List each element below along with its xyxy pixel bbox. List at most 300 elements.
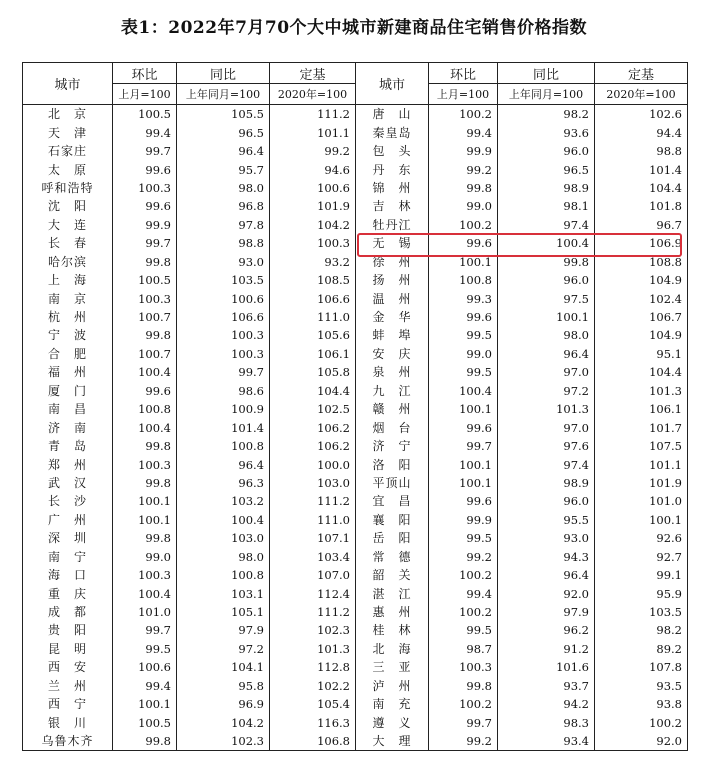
- yoy-value-cell: 104.1: [177, 658, 270, 676]
- city-cell: 沈 阳: [23, 197, 113, 215]
- mom-value-cell: 99.2: [429, 732, 498, 751]
- yoy-value-cell: 96.4: [177, 142, 270, 160]
- city-cell: 长 春: [23, 234, 113, 252]
- city-cell: 天 津: [23, 123, 113, 141]
- mom-value-cell: 99.9: [113, 216, 177, 234]
- table-row: [23, 123, 688, 141]
- mom-value-cell: 99.5: [113, 640, 177, 658]
- table-row: [23, 289, 688, 307]
- subheader-base-right: 2020年=100: [595, 84, 688, 105]
- yoy-value-cell: 97.2: [177, 640, 270, 658]
- city-cell: 乌鲁木齐: [23, 732, 113, 751]
- yoy-value-cell: 100.3: [177, 326, 270, 344]
- city-cell: 安 庆: [356, 345, 429, 363]
- mom-value-cell: 99.6: [113, 382, 177, 400]
- header-base-right: 定基: [595, 63, 688, 84]
- yoy-value-cell: 93.4: [498, 732, 595, 751]
- city-cell: 洛 阳: [356, 455, 429, 473]
- yoy-value-cell: 97.6: [498, 437, 595, 455]
- city-cell: 泸 州: [356, 677, 429, 695]
- mom-value-cell: 99.8: [429, 677, 498, 695]
- base-value-cell: 103.5: [595, 603, 688, 621]
- base-value-cell: 101.7: [595, 418, 688, 436]
- mom-value-cell: 99.5: [429, 363, 498, 381]
- base-value-cell: 101.1: [270, 123, 356, 141]
- city-cell: 呼和浩特: [23, 179, 113, 197]
- table-row: [23, 363, 688, 381]
- yoy-value-cell: 96.2: [498, 621, 595, 639]
- mom-value-cell: 100.2: [429, 695, 498, 713]
- yoy-value-cell: 98.9: [498, 474, 595, 492]
- base-value-cell: 94.4: [595, 123, 688, 141]
- mom-value-cell: 99.8: [113, 732, 177, 751]
- yoy-value-cell: 96.4: [177, 455, 270, 473]
- yoy-value-cell: 100.1: [498, 308, 595, 326]
- mom-value-cell: 99.4: [429, 123, 498, 141]
- mom-value-cell: 99.9: [429, 142, 498, 160]
- mom-value-cell: 100.1: [429, 474, 498, 492]
- table-row: [23, 677, 688, 695]
- table-row: [23, 455, 688, 473]
- base-value-cell: 105.4: [270, 695, 356, 713]
- table-row: [23, 160, 688, 178]
- mom-value-cell: 99.6: [113, 160, 177, 178]
- city-cell: 大 连: [23, 216, 113, 234]
- mom-value-cell: 99.8: [113, 474, 177, 492]
- yoy-value-cell: 99.8: [498, 253, 595, 271]
- base-value-cell: 101.4: [595, 160, 688, 178]
- table-row: [23, 382, 688, 400]
- city-cell: 牡丹江: [356, 216, 429, 234]
- mom-value-cell: 99.7: [429, 437, 498, 455]
- city-cell: 遵 义: [356, 713, 429, 731]
- yoy-value-cell: 103.2: [177, 492, 270, 510]
- yoy-value-cell: 97.4: [498, 455, 595, 473]
- yoy-value-cell: 96.0: [498, 142, 595, 160]
- base-value-cell: 92.7: [595, 548, 688, 566]
- mom-value-cell: 99.7: [113, 142, 177, 160]
- city-cell: 海 口: [23, 566, 113, 584]
- base-value-cell: 106.1: [270, 345, 356, 363]
- mom-value-cell: 100.4: [113, 418, 177, 436]
- base-value-cell: 93.5: [595, 677, 688, 695]
- base-value-cell: 111.0: [270, 511, 356, 529]
- header-mom-left: 环比: [113, 63, 177, 84]
- header-city-right: 城市: [356, 63, 429, 105]
- mom-value-cell: 100.1: [429, 253, 498, 271]
- city-cell: 温 州: [356, 289, 429, 307]
- mom-value-cell: 100.3: [113, 289, 177, 307]
- city-cell: 三 亚: [356, 658, 429, 676]
- yoy-value-cell: 96.4: [498, 566, 595, 584]
- base-value-cell: 92.0: [595, 732, 688, 751]
- yoy-value-cell: 96.4: [498, 345, 595, 363]
- base-value-cell: 101.3: [595, 382, 688, 400]
- city-cell: 兰 州: [23, 677, 113, 695]
- table-row: [23, 695, 688, 713]
- yoy-value-cell: 96.5: [498, 160, 595, 178]
- base-value-cell: 112.4: [270, 584, 356, 602]
- yoy-value-cell: 98.8: [177, 234, 270, 252]
- mom-value-cell: 100.1: [113, 492, 177, 510]
- city-cell: 贵 阳: [23, 621, 113, 639]
- base-value-cell: 101.8: [595, 197, 688, 215]
- yoy-value-cell: 101.4: [177, 418, 270, 436]
- yoy-value-cell: 93.6: [498, 123, 595, 141]
- mom-value-cell: 100.6: [113, 658, 177, 676]
- base-value-cell: 104.4: [270, 382, 356, 400]
- subheader-mom-left: 上月=100: [113, 84, 177, 105]
- table-row: [23, 179, 688, 197]
- city-cell: 厦 门: [23, 382, 113, 400]
- mom-value-cell: 100.7: [113, 308, 177, 326]
- mom-value-cell: 99.6: [113, 197, 177, 215]
- city-cell: 宜 昌: [356, 492, 429, 510]
- city-cell: 襄 阳: [356, 511, 429, 529]
- yoy-value-cell: 98.2: [498, 105, 595, 124]
- table-row: [23, 216, 688, 234]
- base-value-cell: 94.6: [270, 160, 356, 178]
- city-cell: 唐 山: [356, 105, 429, 124]
- city-cell: 重 庆: [23, 584, 113, 602]
- city-cell: 无 锡: [356, 234, 429, 252]
- city-cell: 广 州: [23, 511, 113, 529]
- yoy-value-cell: 98.6: [177, 382, 270, 400]
- yoy-value-cell: 106.6: [177, 308, 270, 326]
- mom-value-cell: 99.5: [429, 529, 498, 547]
- table-row: [23, 603, 688, 621]
- city-cell: 西 宁: [23, 695, 113, 713]
- city-cell: 西 安: [23, 658, 113, 676]
- table-row: [23, 418, 688, 436]
- yoy-value-cell: 94.3: [498, 548, 595, 566]
- mom-value-cell: 99.8: [113, 437, 177, 455]
- city-cell: 烟 台: [356, 418, 429, 436]
- yoy-value-cell: 105.5: [177, 105, 270, 124]
- yoy-value-cell: 94.2: [498, 695, 595, 713]
- table-row: [23, 548, 688, 566]
- base-value-cell: 108.5: [270, 271, 356, 289]
- city-cell: 北 海: [356, 640, 429, 658]
- price-index-table: [22, 62, 688, 751]
- city-cell: 上 海: [23, 271, 113, 289]
- base-value-cell: 102.2: [270, 677, 356, 695]
- base-value-cell: 99.2: [270, 142, 356, 160]
- mom-value-cell: 100.3: [113, 179, 177, 197]
- yoy-value-cell: 97.9: [177, 621, 270, 639]
- subheader-base-left: 2020年=100: [270, 84, 356, 105]
- table-row: [23, 142, 688, 160]
- yoy-value-cell: 97.0: [498, 363, 595, 381]
- city-cell: 秦皇岛: [356, 123, 429, 141]
- mom-value-cell: 100.3: [429, 658, 498, 676]
- city-cell: 深 圳: [23, 529, 113, 547]
- mom-value-cell: 100.1: [113, 511, 177, 529]
- mom-value-cell: 100.5: [113, 713, 177, 731]
- mom-value-cell: 99.7: [429, 713, 498, 731]
- base-value-cell: 111.2: [270, 603, 356, 621]
- table-body: [23, 105, 688, 751]
- base-value-cell: 102.5: [270, 400, 356, 418]
- yoy-value-cell: 100.4: [498, 234, 595, 252]
- mom-value-cell: 99.8: [429, 179, 498, 197]
- city-cell: 常 德: [356, 548, 429, 566]
- table-row: [23, 529, 688, 547]
- city-cell: 锦 州: [356, 179, 429, 197]
- mom-value-cell: 100.1: [113, 695, 177, 713]
- yoy-value-cell: 98.0: [177, 179, 270, 197]
- mom-value-cell: 100.5: [113, 271, 177, 289]
- header-city-left: 城市: [23, 63, 113, 105]
- base-value-cell: 101.9: [595, 474, 688, 492]
- yoy-value-cell: 98.9: [498, 179, 595, 197]
- table-row: [23, 492, 688, 510]
- mom-value-cell: 100.2: [429, 216, 498, 234]
- base-value-cell: 100.2: [595, 713, 688, 731]
- base-value-cell: 102.3: [270, 621, 356, 639]
- base-value-cell: 100.6: [270, 179, 356, 197]
- base-value-cell: 107.0: [270, 566, 356, 584]
- header-yoy-left: 同比: [177, 63, 270, 84]
- header-mom-right: 环比: [429, 63, 498, 84]
- base-value-cell: 101.3: [270, 640, 356, 658]
- mom-value-cell: 99.4: [113, 123, 177, 141]
- subheader-yoy-right: 上年同月=100: [498, 84, 595, 105]
- yoy-value-cell: 98.0: [177, 548, 270, 566]
- city-cell: 宁 波: [23, 326, 113, 344]
- base-value-cell: 111.2: [270, 105, 356, 124]
- yoy-value-cell: 93.0: [177, 253, 270, 271]
- base-value-cell: 93.2: [270, 253, 356, 271]
- yoy-value-cell: 97.4: [498, 216, 595, 234]
- base-value-cell: 101.1: [595, 455, 688, 473]
- mom-value-cell: 99.8: [113, 253, 177, 271]
- table-row: [23, 566, 688, 584]
- yoy-value-cell: 101.3: [498, 400, 595, 418]
- mom-value-cell: 99.2: [429, 160, 498, 178]
- subheader-mom-right: 上月=100: [429, 84, 498, 105]
- base-value-cell: 108.8: [595, 253, 688, 271]
- yoy-value-cell: 100.8: [177, 437, 270, 455]
- city-cell: 包 头: [356, 142, 429, 160]
- city-cell: 九 江: [356, 382, 429, 400]
- base-value-cell: 104.4: [595, 363, 688, 381]
- yoy-value-cell: 93.7: [498, 677, 595, 695]
- city-cell: 丹 东: [356, 160, 429, 178]
- yoy-value-cell: 96.9: [177, 695, 270, 713]
- base-value-cell: 116.3: [270, 713, 356, 731]
- mom-value-cell: 100.2: [429, 566, 498, 584]
- base-value-cell: 107.1: [270, 529, 356, 547]
- mom-value-cell: 99.7: [113, 621, 177, 639]
- mom-value-cell: 100.3: [113, 566, 177, 584]
- header-yoy-right: 同比: [498, 63, 595, 84]
- city-cell: 韶 关: [356, 566, 429, 584]
- yoy-value-cell: 95.5: [498, 511, 595, 529]
- base-value-cell: 99.1: [595, 566, 688, 584]
- city-cell: 惠 州: [356, 603, 429, 621]
- base-value-cell: 111.2: [270, 492, 356, 510]
- city-cell: 昆 明: [23, 640, 113, 658]
- mom-value-cell: 100.5: [113, 105, 177, 124]
- base-value-cell: 112.8: [270, 658, 356, 676]
- city-cell: 石家庄: [23, 142, 113, 160]
- table-row: [23, 437, 688, 455]
- yoy-value-cell: 95.8: [177, 677, 270, 695]
- base-value-cell: 105.6: [270, 326, 356, 344]
- base-value-cell: 105.8: [270, 363, 356, 381]
- base-value-cell: 102.6: [595, 105, 688, 124]
- base-value-cell: 104.2: [270, 216, 356, 234]
- yoy-value-cell: 95.7: [177, 160, 270, 178]
- yoy-value-cell: 99.7: [177, 363, 270, 381]
- mom-value-cell: 99.8: [113, 326, 177, 344]
- table-row: [23, 271, 688, 289]
- yoy-value-cell: 100.9: [177, 400, 270, 418]
- city-cell: 桂 林: [356, 621, 429, 639]
- city-cell: 北 京: [23, 105, 113, 124]
- table-row: [23, 640, 688, 658]
- yoy-value-cell: 92.0: [498, 584, 595, 602]
- yoy-value-cell: 104.2: [177, 713, 270, 731]
- yoy-value-cell: 97.8: [177, 216, 270, 234]
- table-row: [23, 326, 688, 344]
- yoy-value-cell: 100.4: [177, 511, 270, 529]
- base-value-cell: 111.0: [270, 308, 356, 326]
- yoy-value-cell: 91.2: [498, 640, 595, 658]
- base-value-cell: 101.9: [270, 197, 356, 215]
- base-value-cell: 101.0: [595, 492, 688, 510]
- city-cell: 南 京: [23, 289, 113, 307]
- yoy-value-cell: 97.9: [498, 603, 595, 621]
- base-value-cell: 98.8: [595, 142, 688, 160]
- base-value-cell: 106.2: [270, 437, 356, 455]
- city-cell: 哈尔滨: [23, 253, 113, 271]
- base-value-cell: 107.5: [595, 437, 688, 455]
- table-row: [23, 308, 688, 326]
- city-cell: 南 昌: [23, 400, 113, 418]
- mom-value-cell: 100.1: [429, 455, 498, 473]
- yoy-value-cell: 101.6: [498, 658, 595, 676]
- page-title: 表1：2022年7月70个大中城市新建商品住宅销售价格指数: [120, 18, 588, 38]
- city-cell: 吉 林: [356, 197, 429, 215]
- mom-value-cell: 101.0: [113, 603, 177, 621]
- table-row: [23, 621, 688, 639]
- city-cell: 银 川: [23, 713, 113, 731]
- mom-value-cell: 99.5: [429, 621, 498, 639]
- base-value-cell: 106.2: [270, 418, 356, 436]
- base-value-cell: 95.9: [595, 584, 688, 602]
- mom-value-cell: 100.8: [113, 400, 177, 418]
- city-cell: 大 理: [356, 732, 429, 751]
- city-cell: 岳 阳: [356, 529, 429, 547]
- table-row: [23, 474, 688, 492]
- mom-value-cell: 100.4: [113, 363, 177, 381]
- city-cell: 湛 江: [356, 584, 429, 602]
- table-row: [23, 400, 688, 418]
- base-value-cell: 98.2: [595, 621, 688, 639]
- base-value-cell: 102.4: [595, 289, 688, 307]
- city-cell: 福 州: [23, 363, 113, 381]
- yoy-value-cell: 96.5: [177, 123, 270, 141]
- yoy-value-cell: 98.0: [498, 326, 595, 344]
- city-cell: 太 原: [23, 160, 113, 178]
- mom-value-cell: 100.4: [429, 382, 498, 400]
- base-value-cell: 100.1: [595, 511, 688, 529]
- table-row: [23, 584, 688, 602]
- city-cell: 青 岛: [23, 437, 113, 455]
- yoy-value-cell: 98.3: [498, 713, 595, 731]
- base-value-cell: 106.7: [595, 308, 688, 326]
- mom-value-cell: 99.4: [113, 677, 177, 695]
- base-value-cell: 104.4: [595, 179, 688, 197]
- mom-value-cell: 100.7: [113, 345, 177, 363]
- yoy-value-cell: 103.0: [177, 529, 270, 547]
- base-value-cell: 106.1: [595, 400, 688, 418]
- yoy-value-cell: 100.6: [177, 289, 270, 307]
- mom-value-cell: 99.9: [429, 511, 498, 529]
- table-row: [23, 511, 688, 529]
- mom-value-cell: 99.3: [429, 289, 498, 307]
- mom-value-cell: 99.0: [429, 197, 498, 215]
- city-cell: 南 宁: [23, 548, 113, 566]
- mom-value-cell: 99.6: [429, 234, 498, 252]
- city-cell: 成 都: [23, 603, 113, 621]
- city-cell: 济 南: [23, 418, 113, 436]
- yoy-value-cell: 100.8: [177, 566, 270, 584]
- city-cell: 杭 州: [23, 308, 113, 326]
- mom-value-cell: 99.7: [113, 234, 177, 252]
- yoy-value-cell: 105.1: [177, 603, 270, 621]
- city-cell: 徐 州: [356, 253, 429, 271]
- highlight-box: [357, 233, 682, 257]
- table-row: [23, 732, 688, 751]
- city-cell: 平顶山: [356, 474, 429, 492]
- mom-value-cell: 99.0: [113, 548, 177, 566]
- table-row: [23, 345, 688, 363]
- base-value-cell: 103.4: [270, 548, 356, 566]
- base-value-cell: 103.0: [270, 474, 356, 492]
- city-cell: 武 汉: [23, 474, 113, 492]
- mom-value-cell: 99.0: [429, 345, 498, 363]
- base-value-cell: 107.8: [595, 658, 688, 676]
- mom-value-cell: 100.1: [429, 400, 498, 418]
- yoy-value-cell: 103.5: [177, 271, 270, 289]
- mom-value-cell: 99.8: [113, 529, 177, 547]
- base-value-cell: 93.8: [595, 695, 688, 713]
- city-cell: 济 宁: [356, 437, 429, 455]
- table-row: [23, 658, 688, 676]
- yoy-value-cell: 96.8: [177, 197, 270, 215]
- base-value-cell: 106.6: [270, 289, 356, 307]
- city-cell: 郑 州: [23, 455, 113, 473]
- city-cell: 赣 州: [356, 400, 429, 418]
- base-value-cell: 92.6: [595, 529, 688, 547]
- city-cell: 长 沙: [23, 492, 113, 510]
- base-value-cell: 89.2: [595, 640, 688, 658]
- yoy-value-cell: 97.2: [498, 382, 595, 400]
- mom-value-cell: 99.4: [429, 584, 498, 602]
- mom-value-cell: 99.6: [429, 308, 498, 326]
- mom-value-cell: 100.4: [113, 584, 177, 602]
- mom-value-cell: 99.2: [429, 548, 498, 566]
- yoy-value-cell: 93.0: [498, 529, 595, 547]
- mom-value-cell: 100.8: [429, 271, 498, 289]
- city-cell: 泉 州: [356, 363, 429, 381]
- city-cell: 扬 州: [356, 271, 429, 289]
- base-value-cell: 104.9: [595, 326, 688, 344]
- yoy-value-cell: 97.5: [498, 289, 595, 307]
